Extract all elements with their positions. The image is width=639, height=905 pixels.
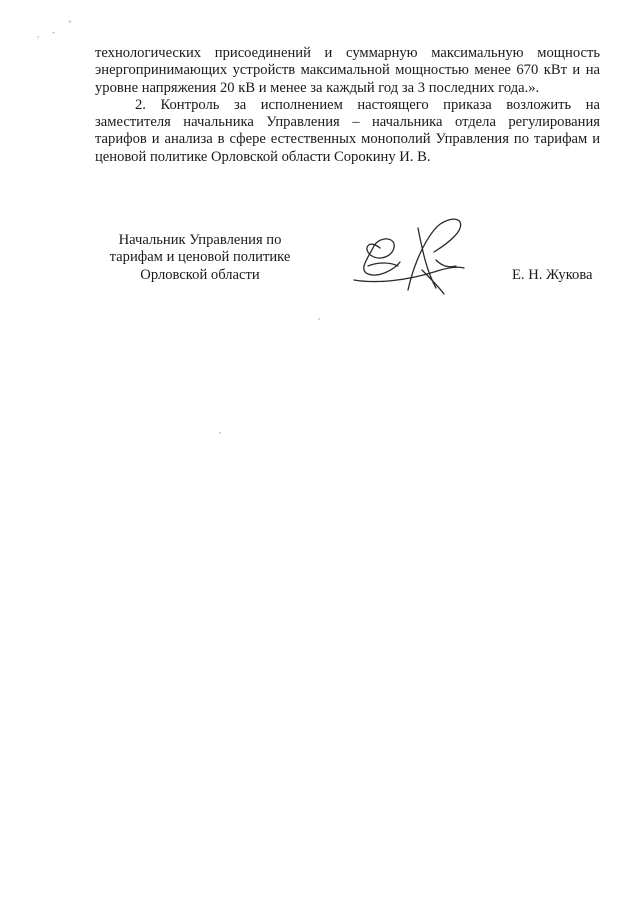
scan-mark: - (52, 27, 55, 37)
paragraph-item-2: 2. Контроль за исполнением настоящего приказа возложить на заместителя начальника Управления – начальника отдела регулирования тарифов и анализа в сфере естественных монополий Управления по тарифам и ценовой политике Орловской области Сорокину И. В. (95, 96, 600, 165)
signatory-position (95, 232, 305, 284)
scan-mark: , (37, 29, 40, 39)
position-line: Орловской области (140, 266, 260, 283)
document-body (95, 45, 600, 166)
signer-name: Е. Н. Жукова (512, 267, 593, 283)
position-line: Начальник Управления по (118, 232, 282, 248)
scan-speck (219, 432, 221, 434)
scan-mark: " (68, 19, 72, 29)
handwritten-signature (338, 208, 478, 304)
paragraph-continuation: технологических присоединений и суммарную максимальную мощность энергопринимающих устройств максимальной мощностью менее 670 кВт и на уровне напряжения 20 кВ и менее за каждый год за 3 последних года.». (95, 45, 600, 96)
position-line: тарифам и ценовой политике (109, 249, 291, 266)
scan-speck (318, 318, 320, 320)
